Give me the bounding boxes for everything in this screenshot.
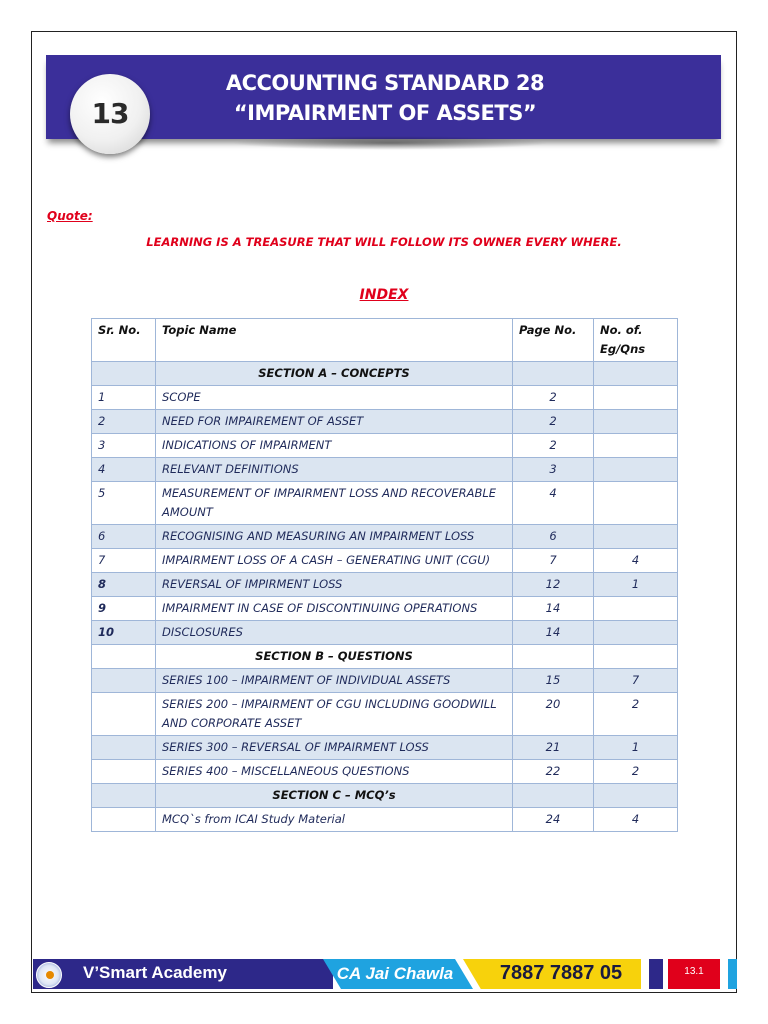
table-row: [92, 525, 678, 549]
count-cell: 1: [594, 573, 678, 597]
topic-cell: MCQ`s from ICAI Study Material: [156, 808, 513, 832]
sr-cell: 7: [92, 549, 156, 573]
topic-cell: SERIES 300 – REVERSAL OF IMPAIRMENT LOSS: [156, 736, 513, 760]
table-row: [92, 736, 678, 760]
page-cell: 2: [513, 410, 594, 434]
banner-shadow: [230, 136, 550, 150]
page-cell: 3: [513, 458, 594, 482]
page-cell: 7: [513, 549, 594, 573]
index-title: INDEX: [359, 287, 409, 303]
table-row: [92, 434, 678, 458]
phone-number: 7887 7887 05: [499, 962, 623, 984]
table-row: [92, 760, 678, 784]
table-row: [92, 621, 678, 645]
author-name: CA Jai Chawla: [336, 964, 454, 983]
sr-cell: 8: [92, 573, 156, 597]
col-header-topic: Topic Name: [156, 319, 513, 362]
topic-cell: IMPAIRMENT LOSS OF A CASH – GENERATING UNIT (CGU): [156, 549, 513, 573]
table-row: [92, 597, 678, 621]
count-cell: [594, 525, 678, 549]
topic-cell: IMPAIRMENT IN CASE OF DISCONTINUING OPERATIONS: [156, 597, 513, 621]
section-row: [92, 645, 678, 669]
page-cell: 21: [513, 736, 594, 760]
page-cell: 24: [513, 808, 594, 832]
table-row: [92, 410, 678, 434]
table-row: [92, 549, 678, 573]
table-row: [92, 386, 678, 410]
page-cell: 14: [513, 597, 594, 621]
page-cell: 20: [513, 693, 594, 736]
page-cell: 2: [513, 386, 594, 410]
page-number: 13.1: [684, 966, 704, 977]
table-row: [92, 808, 678, 832]
topic-cell: MEASUREMENT OF IMPAIRMENT LOSS AND RECOVERABLE AMOUNT: [156, 482, 513, 525]
chapter-title-line2: “IMPAIRMENT OF ASSETS”: [233, 101, 537, 125]
quote-text: LEARNING IS A TREASURE THAT WILL FOLLOW ITS OWNER EVERY WHERE.: [146, 235, 622, 249]
sr-cell: 3: [92, 434, 156, 458]
topic-cell: RELEVANT DEFINITIONS: [156, 458, 513, 482]
count-cell: [594, 597, 678, 621]
topic-cell: SERIES 200 – IMPAIRMENT OF CGU INCLUDING GOODWILL AND CORPORATE ASSET: [156, 693, 513, 736]
count-cell: [594, 621, 678, 645]
academy-logo-icon: [36, 962, 62, 988]
sr-cell: 10: [92, 621, 156, 645]
count-cell: [594, 434, 678, 458]
page-cell: 15: [513, 669, 594, 693]
sr-cell: 4: [92, 458, 156, 482]
academy-name: V’Smart Academy: [83, 963, 227, 982]
footer-blue-stripe: [728, 959, 737, 989]
topic-cell: REVERSAL OF IMPIRMENT LOSS: [156, 573, 513, 597]
count-cell: 4: [594, 808, 678, 832]
page-cell: 14: [513, 621, 594, 645]
count-cell: 2: [594, 693, 678, 736]
footer-bar: [33, 959, 737, 989]
count-cell: 4: [594, 549, 678, 573]
topic-cell: SERIES 400 – MISCELLANEOUS QUESTIONS: [156, 760, 513, 784]
section-a-heading: SECTION A – CONCEPTS: [156, 362, 513, 386]
count-cell: [594, 458, 678, 482]
col-header-sr: Sr. No.: [92, 319, 156, 362]
count-cell: 7: [594, 669, 678, 693]
chapter-title: [160, 68, 610, 128]
chapter-title-line1: ACCOUNTING STANDARD 28: [225, 71, 545, 95]
table-row: [92, 458, 678, 482]
col-header-count: No. of. Eg/Qns: [594, 319, 678, 362]
count-cell: [594, 410, 678, 434]
page-cell: 4: [513, 482, 594, 525]
sr-cell: 5: [92, 482, 156, 525]
table-row: [92, 573, 678, 597]
col-header-page: Page No.: [513, 319, 594, 362]
page-cell: 6: [513, 525, 594, 549]
topic-cell: DISCLOSURES: [156, 621, 513, 645]
count-cell: [594, 482, 678, 525]
page-cell: 2: [513, 434, 594, 458]
section-c-heading: SECTION C – MCQ’s: [156, 784, 513, 808]
table-row: [92, 482, 678, 525]
topic-cell: SCOPE: [156, 386, 513, 410]
sr-cell: 1: [92, 386, 156, 410]
quote-label: Quote:: [47, 209, 93, 223]
count-cell: [594, 386, 678, 410]
count-cell: 2: [594, 760, 678, 784]
chapter-number: 13: [91, 97, 129, 130]
sr-cell: 9: [92, 597, 156, 621]
page-cell: 12: [513, 573, 594, 597]
section-row: [92, 784, 678, 808]
topic-cell: SERIES 100 – IMPAIRMENT OF INDIVIDUAL ASSETS: [156, 669, 513, 693]
sr-cell: 2: [92, 410, 156, 434]
section-row: [92, 362, 678, 386]
section-b-heading: SECTION B – QUESTIONS: [156, 645, 513, 669]
index-table: [91, 318, 678, 832]
table-row: [92, 693, 678, 736]
topic-cell: INDICATIONS OF IMPAIRMENT: [156, 434, 513, 458]
sr-cell: 6: [92, 525, 156, 549]
page-cell: 22: [513, 760, 594, 784]
topic-cell: NEED FOR IMPAIREMENT OF ASSET: [156, 410, 513, 434]
table-row: [92, 669, 678, 693]
topic-cell: RECOGNISING AND MEASURING AN IMPAIRMENT LOSS: [156, 525, 513, 549]
table-header-row: [92, 319, 678, 362]
count-cell: 1: [594, 736, 678, 760]
footer-navy-stripe: [649, 959, 663, 989]
